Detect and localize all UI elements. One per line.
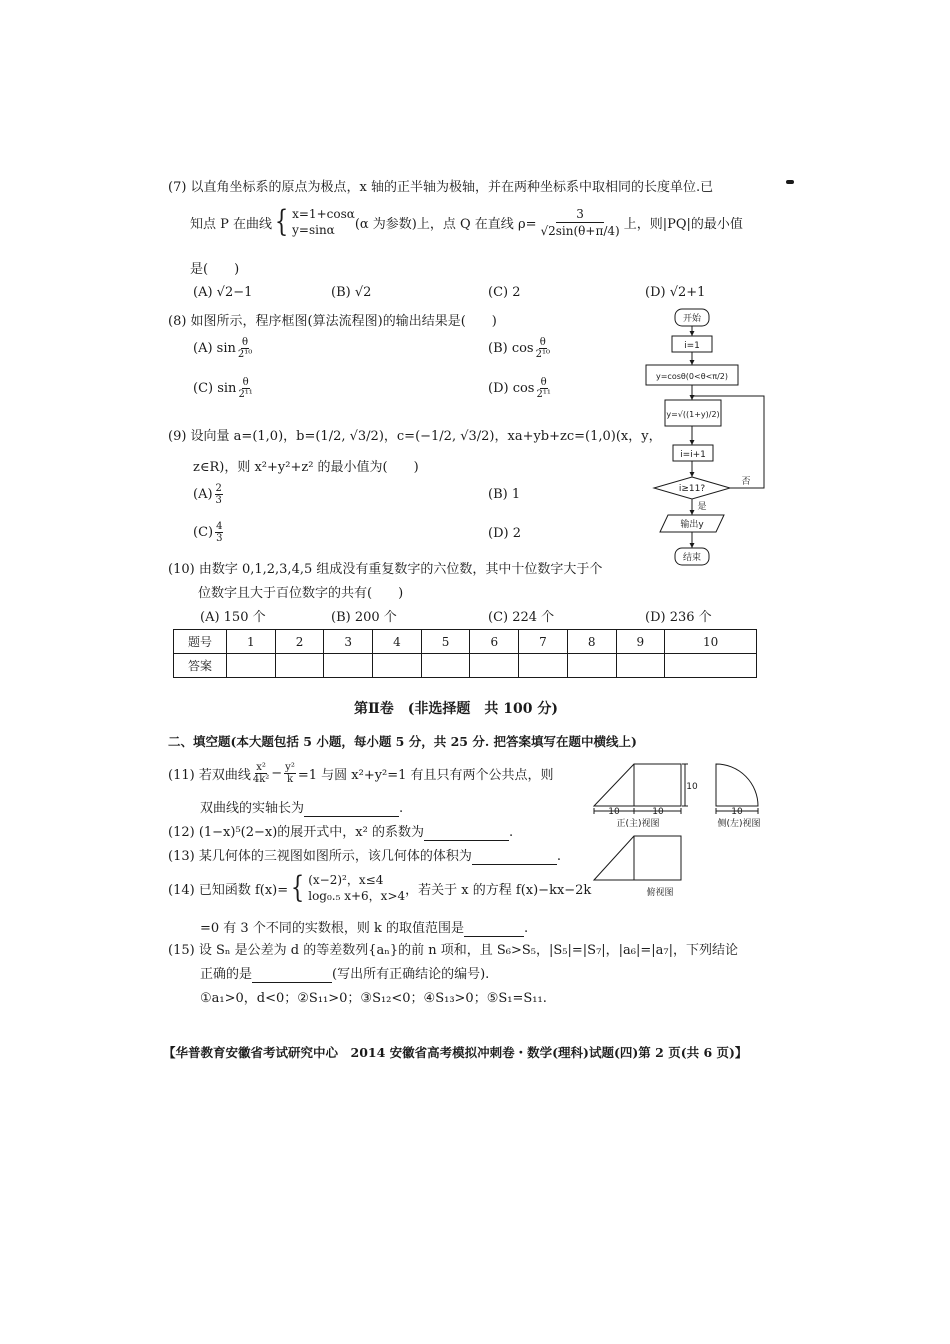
q15-line2 — [200, 963, 489, 983]
q12-text: (12) (1−x)⁵(2−x)的展开式中，x² 的系数为 — [168, 825, 424, 840]
q7-option-c: (C) 2 — [488, 285, 521, 300]
answer-table-label: 答案 — [174, 654, 227, 678]
answer-cell[interactable] — [567, 654, 616, 678]
q9-option-d: (D) 2 — [488, 526, 521, 541]
q8-b-pre: (B) cos — [488, 341, 534, 356]
q7-fraction — [540, 206, 619, 239]
flowchart-increment-text: i=i+1 — [680, 450, 706, 460]
q11-f2-num: y² — [285, 761, 295, 773]
q8-c-pre: (C) sin — [193, 381, 237, 396]
q8-b-den: 2¹⁰ — [535, 349, 550, 360]
q9-option-c — [193, 521, 225, 544]
q15-answer-blank[interactable] — [252, 967, 332, 983]
q8-a-pre: (A) sin — [193, 341, 236, 356]
q7-brace: { — [274, 204, 289, 239]
q7-line3: 是( ) — [190, 262, 240, 277]
answer-table-answer-row — [174, 654, 757, 678]
q7-pre: 知点 P 在曲线 — [190, 216, 273, 232]
q7-frac-num: 3 — [556, 206, 604, 223]
q13-text: (13) 某几何体的三视图如图所示，该几何体的体积为 — [168, 849, 472, 864]
q7-param-system — [272, 206, 355, 238]
part2-header: 二、填空题(本大题包括 5 小题，每小题 5 分，共 25 分. 把答案填写在题中横线上) — [168, 734, 637, 749]
q7-mid: (α 为参数)上，点 Q 在直线 ρ= — [354, 216, 537, 232]
answer-cell[interactable] — [421, 654, 470, 678]
q10-line2: 位数字且大于百位数字的共有( ) — [198, 586, 404, 601]
q11-answer-blank[interactable] — [304, 801, 399, 817]
answer-table-label: 题号 — [174, 630, 227, 654]
q7-frac-den: √2sin(θ+π/4) — [540, 223, 620, 238]
q14-line2-text: =0 有 3 个不同的实数根，则 k 的取值范围是 — [200, 921, 464, 936]
side-width-label: 10 — [731, 807, 743, 817]
front-view-label: 正(主)视图 — [616, 819, 660, 829]
q9-c-pre: (C) — [193, 525, 214, 540]
q11-f2-den: k — [286, 773, 294, 785]
q11-line1 — [168, 758, 554, 788]
answer-table-number: 4 — [373, 630, 422, 654]
q9-a-den: 3 — [215, 495, 222, 506]
q14-brace: { — [291, 870, 305, 905]
q7-line1: (7) 以直角坐标系的原点为极点，x 轴的正半轴为极轴，并在两种坐标系中取相同的长度单位.已 — [168, 180, 714, 195]
q14-piecewise — [288, 872, 405, 904]
answer-cell[interactable] — [470, 654, 519, 678]
q8-option-b — [488, 337, 552, 360]
answer-table-number: 9 — [616, 630, 665, 654]
q8-stem: (8) 如图所示，程序框图(算法流程图)的输出结果是( ) — [168, 314, 497, 329]
q11-line2-text: 双曲线的实轴长为 — [200, 801, 305, 816]
q12-end: . — [508, 825, 514, 840]
flowchart-init-text: i=1 — [684, 341, 700, 351]
q8-b-num: θ — [539, 337, 546, 348]
q11-line2-end: . — [399, 801, 404, 816]
flowchart-yes-label: 是 — [697, 502, 707, 512]
q10-option-b: (B) 200 个 — [331, 610, 397, 625]
q13-end: . — [556, 849, 561, 864]
q14-pre: (14) 已知函数 f(x)= — [168, 882, 289, 898]
q9-line2: z∈R)，则 x²+y²+z² 的最小值为( ) — [193, 460, 419, 475]
q8-option-d — [488, 377, 553, 400]
flowchart-end-text: 结束 — [682, 553, 702, 563]
top-view-shape — [594, 836, 681, 880]
q8-a-den: 2¹⁰ — [237, 349, 253, 360]
q13-line — [168, 845, 561, 865]
q8-c-num: θ — [242, 377, 249, 388]
answer-table-number: 7 — [519, 630, 568, 654]
q11-f1-num: x² — [256, 761, 266, 773]
flowchart-update-text: y=√((1+y)/2) — [666, 410, 720, 419]
q10-option-d: (D) 236 个 — [645, 610, 712, 625]
side-view-label: 侧(左)视图 — [717, 819, 761, 829]
side-view-shape — [716, 764, 758, 806]
q12-line — [168, 821, 513, 841]
q9-a-num: 2 — [215, 483, 222, 494]
answer-table-number-row — [174, 630, 757, 654]
q15-line1: (15) 设 Sₙ 是公差为 d 的等差数列{aₙ}的前 n 项和，且 S₆>S₅，|S₅|=|S₇|，|a₆|=|a₇|，下列结论 — [168, 943, 738, 958]
flowchart-assign-text: y=cosθ(0<θ<π/2) — [655, 372, 729, 381]
q7-sys1: x=1+cosα — [292, 207, 355, 221]
q8-d-den: 2¹¹ — [536, 389, 551, 400]
q8-a-num: θ — [242, 337, 249, 348]
q9-c-num: 4 — [216, 521, 223, 532]
answer-table-number: 2 — [275, 630, 324, 654]
answer-cell[interactable] — [275, 654, 324, 678]
q8-option-c — [193, 377, 255, 400]
flowchart-start-text: 开始 — [682, 314, 702, 324]
q14-sys2: log₀.₅ x+6，x>4 — [308, 889, 406, 903]
q8-d-num: θ — [540, 377, 547, 388]
answer-table-number: 6 — [470, 630, 519, 654]
q11-pre: (11) 若双曲线 — [168, 767, 251, 783]
front-width-label-left: 10 — [608, 807, 620, 817]
q15-line2-pre: 正确的是 — [200, 967, 253, 982]
answer-cell[interactable] — [227, 654, 276, 678]
q14-line2 — [200, 917, 528, 937]
answer-cell[interactable] — [324, 654, 373, 678]
q7-post: 上，则|PQ|的最小值 — [623, 216, 743, 232]
front-width-label-right: 10 — [652, 807, 664, 817]
answer-cell[interactable] — [616, 654, 665, 678]
q8-c-den: 2¹¹ — [238, 389, 253, 400]
q9-line1: (9) 设向量 a=(1,0)，b=(1/2, √3/2)，c=(−1/2, √3/2)，xa+yb+zc=(1,0)(x，y， — [168, 429, 662, 444]
top-view-label: 俯视图 — [646, 888, 674, 898]
answer-table-number: 8 — [567, 630, 616, 654]
q14-line2-end: . — [523, 921, 529, 936]
q7-line2 — [190, 200, 743, 244]
q10-option-a: (A) 150 个 — [200, 610, 266, 625]
section2-title: 第Ⅱ卷 (非选择题 共 100 分) — [354, 701, 559, 717]
q7-option-a: (A) √2−1 — [193, 285, 253, 300]
q15-line3: ①a₁>0，d<0；②S₁₁>0；③S₁₂<0；④S₁₃>0；⑤S₁=S₁₁. — [200, 991, 547, 1006]
q13-answer-blank[interactable] — [472, 849, 557, 865]
three-view-figure — [588, 758, 773, 908]
flowchart-no-label: 否 — [741, 477, 751, 487]
q8-d-pre: (D) cos — [488, 381, 535, 396]
q9-c-den: 3 — [216, 533, 223, 544]
q8-option-a — [193, 337, 254, 360]
q9-option-b: (B) 1 — [488, 487, 521, 502]
q15-line2-post: (写出所有正确结论的编号). — [332, 967, 490, 982]
answer-table — [173, 629, 757, 678]
q11-minus: − — [271, 765, 283, 781]
answer-cell[interactable] — [665, 654, 757, 678]
q7-sys2: y=sinα — [292, 223, 335, 237]
front-view-shape — [594, 764, 681, 806]
q14-post: ，若关于 x 的方程 f(x)−kx−2k — [405, 882, 592, 898]
q11-f1-den: 4k² — [252, 773, 270, 785]
answer-table-number: 10 — [665, 630, 757, 654]
q7-option-b: (B) √2 — [331, 285, 372, 300]
q14-answer-blank[interactable] — [464, 921, 524, 937]
front-height-label: 10 — [686, 782, 698, 792]
flowchart-condition-text: i≥11? — [678, 484, 706, 494]
answer-cell[interactable] — [373, 654, 422, 678]
flowchart-output-text: 输出y — [680, 520, 704, 530]
q14-line1 — [168, 868, 591, 908]
q10-option-c: (C) 224 个 — [488, 610, 555, 625]
margin-mark — [786, 180, 794, 184]
answer-table-number: 1 — [227, 630, 276, 654]
q11-line2 — [200, 797, 403, 817]
q7-option-d: (D) √2+1 — [645, 285, 706, 300]
page-footer: 【华普教育安徽省考试研究中心 2014 安徽省高考模拟冲刺卷・数学(理科)试题(四)第 2 页(共 6 页)】 — [163, 1045, 748, 1060]
answer-table-number: 3 — [324, 630, 373, 654]
answer-table-number: 5 — [421, 630, 470, 654]
q11-post: =1 与圆 x²+y²=1 有且只有两个公共点，则 — [297, 767, 554, 783]
q9-option-a — [193, 483, 225, 506]
answer-cell[interactable] — [519, 654, 568, 678]
q10-line1: (10) 由数字 0,1,2,3,4,5 组成没有重复数字的六位数，其中十位数字大于个 — [168, 562, 603, 577]
q12-answer-blank[interactable] — [424, 825, 509, 841]
q9-a-pre: (A) — [193, 487, 213, 502]
q14-sys1: (x−2)²，x≤4 — [308, 873, 384, 887]
